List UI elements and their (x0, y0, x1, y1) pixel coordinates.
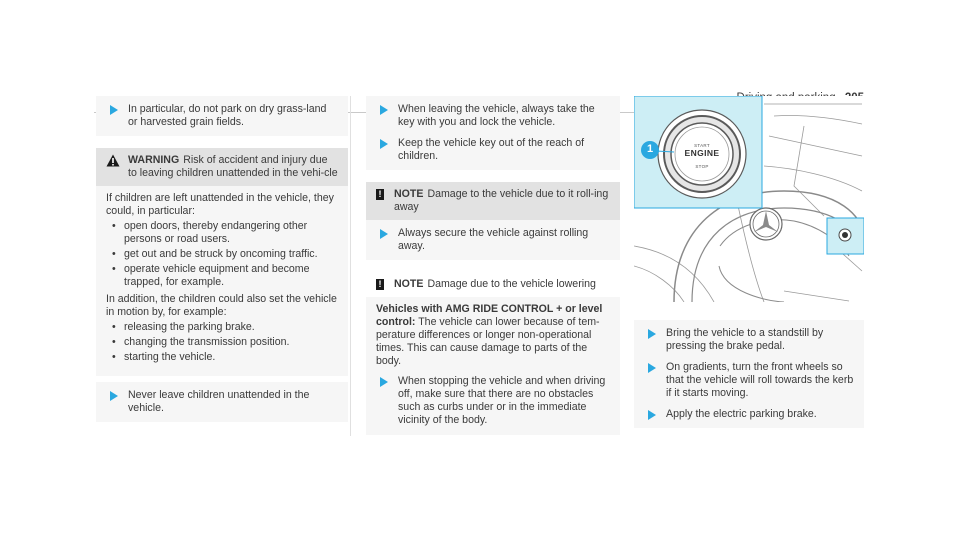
note-body (366, 297, 620, 435)
button-label-start: START (694, 143, 710, 148)
column-3 (634, 96, 864, 428)
instruction-step (376, 137, 610, 163)
step-arrow-icon (380, 105, 388, 115)
instruction-step (644, 361, 854, 400)
note-text: The vehicle can lower because of tem-perature differences or longer non-operational times. This can cause damage to parts of the body. (376, 316, 600, 367)
note-subhead: Vehicles with AMG RIDE CONTROL + or level control: (376, 303, 603, 328)
list-item: • releasing the parking brake. (106, 321, 338, 334)
note-headline: Damage due to the vehicle lowering (427, 278, 596, 290)
step-text: Bring the vehicle to a standstill by pressing the brake pedal. (666, 327, 824, 352)
instruction-step (376, 103, 610, 129)
step-text: In particular, do not park on dry grass-land or harvested grain fields. (128, 103, 327, 128)
list-item: • operate vehicle equipment and become trapped, for example. (106, 263, 338, 289)
list-item: • open doors, thereby endangering other persons or road users. (106, 220, 338, 246)
callout-1: 1 (646, 143, 654, 155)
note-header (366, 272, 620, 297)
step-arrow-icon (110, 391, 118, 401)
note-header (366, 182, 620, 220)
button-label-stop: STOP (695, 164, 709, 169)
note-headline: Damage to the vehicle due to it roll-ing away (394, 188, 609, 213)
note-keyword: NOTE (394, 278, 424, 290)
list-item: • get out and be struck by oncoming traffic. (106, 248, 338, 261)
warning-bullets-2 (106, 321, 338, 364)
step-text: Never leave children unattended in the vehicle. (128, 389, 310, 414)
instruction-step (376, 375, 610, 427)
instruction-step (644, 327, 854, 353)
step-arrow-icon (648, 363, 656, 373)
column-2 (366, 96, 620, 435)
instruction-box (366, 96, 620, 170)
warning-body (96, 186, 348, 376)
figure-start-stop-button (634, 96, 864, 302)
step-arrow-icon (380, 377, 388, 387)
instruction-box (96, 96, 348, 136)
warning-keyword: WARNING (128, 154, 180, 166)
step-text: Always secure the vehicle against rolling away. (398, 227, 589, 252)
step-text: When leaving the vehicle, always take the key with you and lock the vehicle. (398, 103, 595, 128)
instruction-box (96, 382, 348, 422)
column-divider (350, 96, 351, 436)
instruction-step (106, 389, 338, 415)
step-text: Apply the electric parking brake. (666, 408, 817, 420)
step-arrow-icon (380, 139, 388, 149)
button-label-engine: ENGINE (684, 148, 720, 158)
warning-intro-2: In addition, the children could also set the vehicle in motion by, for example: (106, 293, 337, 318)
step-arrow-icon (380, 229, 388, 239)
step-text: On gradients, turn the front wheels so that the vehicle will roll towards the kerb if it starts moving. (666, 361, 854, 399)
warning-bullets (106, 220, 338, 289)
instruction-step (376, 227, 610, 253)
warning-triangle-icon (106, 154, 120, 167)
steering-wheel-illustration (634, 96, 864, 302)
step-text: Keep the vehicle key out of the reach of children. (398, 137, 585, 162)
instruction-box (366, 220, 620, 260)
list-item: • starting the vehicle. (106, 351, 338, 364)
instruction-box (634, 320, 864, 428)
step-arrow-icon (648, 410, 656, 420)
note-exclamation-icon: ! (376, 189, 384, 200)
warning-header (96, 148, 348, 186)
instruction-step (644, 408, 854, 421)
note-keyword: NOTE (394, 188, 424, 200)
step-text: When stopping the vehicle and when driving off, make sure that there are no obstacles such as curbs under or in the immediate vicinity of the body. (398, 375, 606, 426)
step-arrow-icon (110, 105, 118, 115)
step-arrow-icon (648, 329, 656, 339)
warning-headline: Risk of accident and injury due to leaving children unattended in the vehi-cle (128, 154, 338, 179)
list-item: • changing the transmission position. (106, 336, 338, 349)
warning-intro: If children are left unattended in the vehicle, they could, in particular: (106, 192, 334, 217)
note-exclamation-icon: ! (376, 279, 384, 290)
instruction-step (106, 103, 338, 129)
column-1 (96, 96, 348, 422)
